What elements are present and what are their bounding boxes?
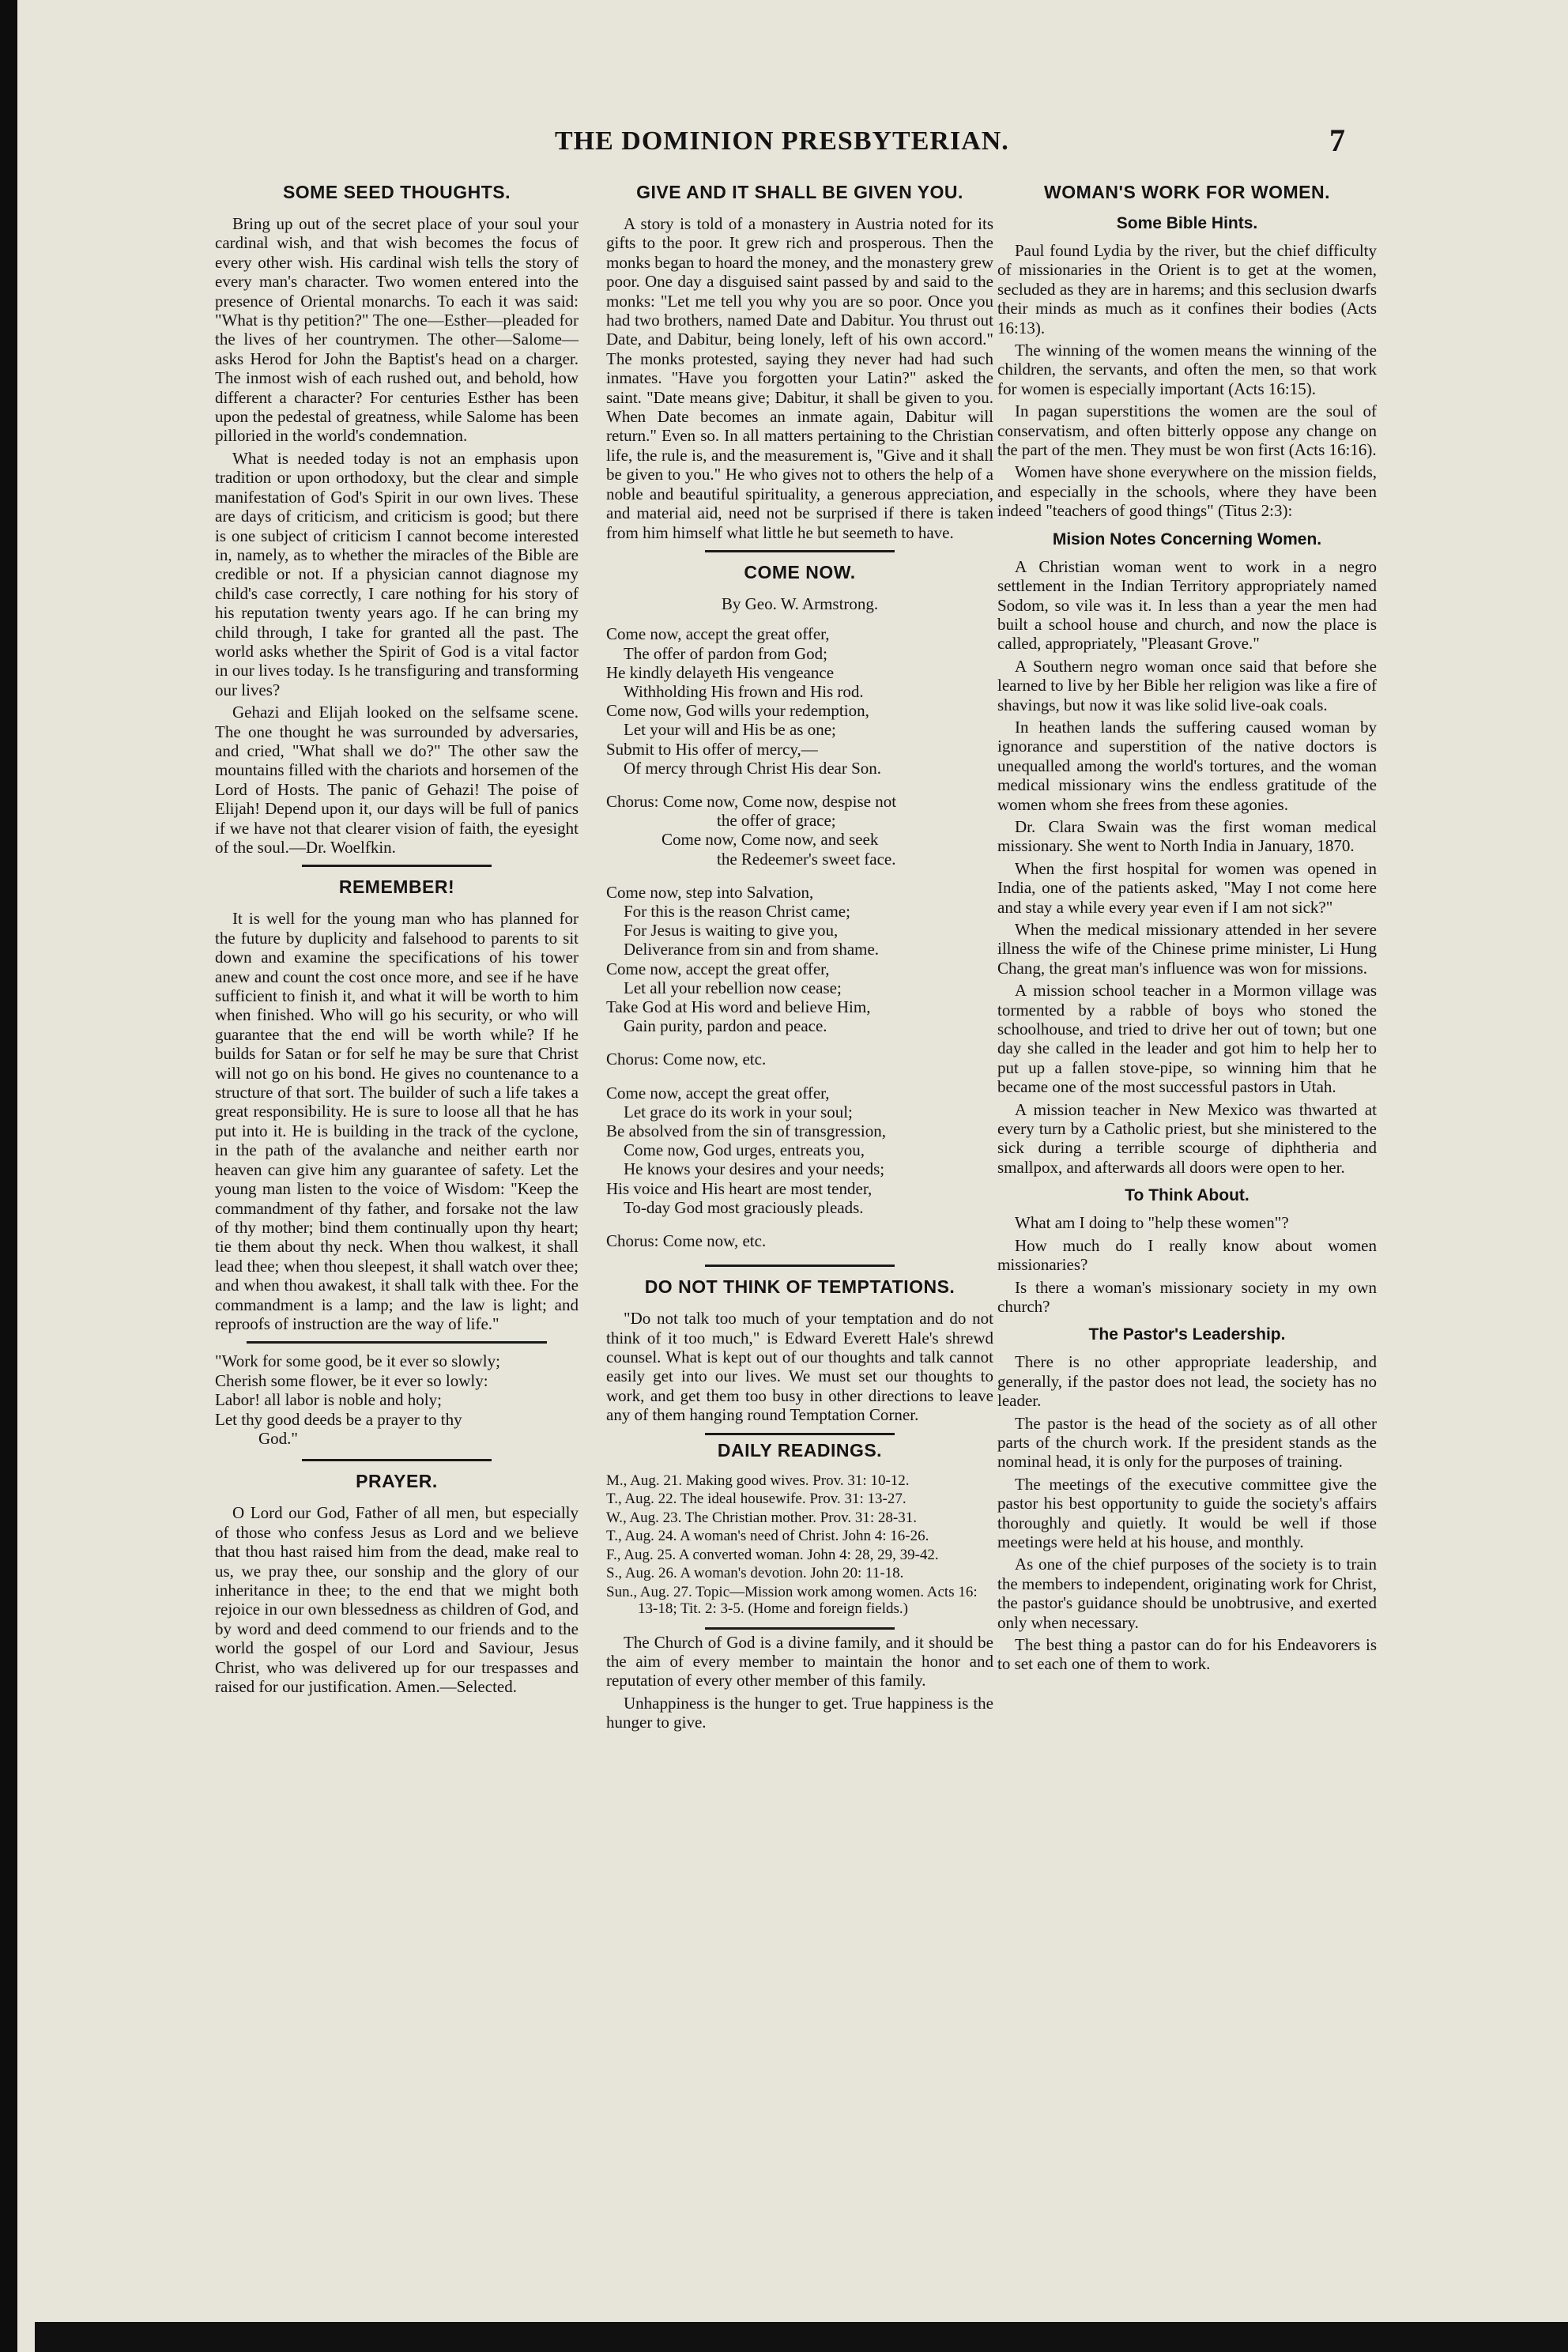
article-heading-temptations: DO NOT THINK OF TEMPTATIONS. bbox=[644, 1276, 956, 1298]
article-paragraph: In heathen lands the suffering caused woman by ignorance and superstition of the native doctors is unequalled among the world's tortures, and the woman medical missionary wins the endless gratitude of the women whom she frees from these agonies. bbox=[997, 717, 1377, 814]
subheading-bible-hints: Some Bible Hints. bbox=[1116, 214, 1258, 232]
verse-line: Let thy good deeds be a prayer to thy bbox=[215, 1409, 462, 1429]
poem-byline: By Geo. W. Armstrong. bbox=[721, 594, 879, 613]
reading-item: T., Aug. 24. A woman's need of Christ. John 4: 16-26. bbox=[606, 1528, 929, 1545]
article-paragraph: A mission school teacher in a Mormon village was tormented by a rabble of boys who stoned the schoolhouse, and tried to drive her out of town; but one day she called in the leader and got him to help her to put up a fallen stove-pipe, so winning him that he became one of the most successful pastors in Utah. bbox=[997, 981, 1377, 1097]
article-heading-come-now: COME NOW. bbox=[744, 561, 856, 582]
poem-line: Come now, accept the great offer, bbox=[606, 1083, 830, 1102]
poem-stanza bbox=[606, 1084, 993, 1217]
article-paragraph: Is there a woman's missionary society in my own church? bbox=[997, 1277, 1377, 1316]
article-paragraph: A Southern negro woman once said that before she learned to live by her Bible her religion was like a fire of shavings, but now it was like solid live-oak coals. bbox=[997, 656, 1377, 714]
article-paragraph: When the first hospital for women was opened in India, one of the patients asked, "May I not come here and stay a while every year even if I am not sick?" bbox=[997, 858, 1377, 917]
poem-line: Submit to His offer of mercy,— bbox=[606, 739, 818, 759]
poem-stanza bbox=[606, 1231, 993, 1250]
verse-line: God." bbox=[258, 1428, 298, 1448]
section-divider bbox=[302, 1459, 492, 1461]
poem-line: To-day God most graciously pleads. bbox=[624, 1197, 864, 1217]
reading-item: Sun., Aug. 27. Topic—Mission work among women. Acts 16: 13-18; Tit. 2: 3-5. (Home and foreign fields.) bbox=[606, 1583, 978, 1618]
article-paragraph: Paul found Lydia by the river, but the chief difficulty of missionaries in the Orient is to get at the women, secluded as they are in harems; and this seclusion dwarfs their minds as much as it confines their bodies (Acts 16:13). bbox=[997, 241, 1377, 337]
article-paragraph: Gehazi and Elijah looked on the selfsame scene. The one thought he was surrounded by adversaries, and cried, "What shall we do?" The other saw the mountains filled with the chariots and horsemen of the Lord of Hosts. The panic of Gehazi! The poise of Elijah! Depend upon it, our days will be full of panics if we have not that clearer vision of faith, the eyesight of the soul.—Dr. Woelfkin. bbox=[215, 703, 579, 857]
article-paragraph: A story is told of a monastery in Austria noted for its gifts to the poor. It grew rich and prosperous. Then the monks began to hoard the money, and the monastery grew poor. One day a disguised saint passed by and said to the monks: "Let me tell you why you are so poor. Once you had two brothers, named Date and Dabitur. You thrust out Date, and Dabitur, being lonely, left of his own accord." The monks protested, saying they never had had such inmates. "Have you forgotten your Latin?" asked the saint. "Date means give; Dabitur, it shall be given to you. When Date becomes an inmate again, Dabitur will return." Even so. In all matters pertaining to the Christian life, the rule is, and the measurement is, "Give and it shall be given to you." He who gives not to others the help of a noble and beautiful spirituality, a generous appreciation, and material aid, need not be surprised if there is taken from him himself what little he but seemeth to have. bbox=[606, 214, 993, 542]
poem-line: Let all your rebellion now cease; bbox=[624, 978, 842, 997]
page-header bbox=[17, 119, 1568, 166]
article-paragraph: What am I doing to "help these women"? bbox=[1015, 1213, 1289, 1233]
poem-line: For Jesus is waiting to give you, bbox=[624, 921, 839, 940]
poem-stanza bbox=[606, 883, 993, 1036]
poem-stanza bbox=[606, 792, 993, 869]
poem-line: the offer of grace; bbox=[717, 811, 836, 831]
poem-line: Come now, accept the great offer, bbox=[606, 624, 830, 644]
article-paragraph: The pastor is the head of the society as of all other parts of the church work. If the president stands as the nominal head, it is only for the purposes of training. bbox=[997, 1413, 1377, 1472]
article-paragraph: It is well for the young man who has planned for the future by duplicity and falsehood to parents to sit down and examine the specifications of his tower anew and count the cost once more, and see if he have sufficient to finish it, and what it will be worth to him when finished. Who will go his security, or who will guarantee that the end will be worth while? If he builds for Satan or for self he may be sure that Christ will not go on his bond. He gives no countenance to a structure of that sort. The builder of such a life takes a great responsibility. He is sure to loose all that he has put into it. He is building in the track of the cyclone, in the path of the avalanche and neither earth nor heaven can give him any guarantee of safety. Let the young man listen to the voice of Wisdom: "Keep the commandment of thy father, and forsake not the law of thy mother; bind them continually upon thy heart; tie them about thy neck. When thou walkest, it shall lead thee; when thou sleepest, it shall watch over thee; and when thou awakest, it shall talk with thee. For the commandment is a lamp; and the law is light; and reproofs of instruction are the way of life." bbox=[215, 909, 579, 1333]
article-heading-daily-readings: DAILY READINGS. bbox=[717, 1439, 883, 1461]
scan-left-edge bbox=[0, 0, 17, 2352]
poem-line: Chorus: Come now, etc. bbox=[606, 1231, 767, 1250]
article-paragraph: A mission teacher in New Mexico was thwarted at every turn by a Catholic priest, but she ministered to the sick during a terrible scourge of diphtheria and smallpox, and afterwards all doors were open to her. bbox=[997, 1099, 1377, 1177]
poem-line: Come now, Come now, and seek bbox=[662, 830, 879, 850]
poem-line: The offer of pardon from God; bbox=[624, 643, 827, 663]
article-paragraph: How much do I really know about women missionaries? bbox=[997, 1235, 1377, 1275]
poem-line: Chorus: Come now, Come now, despise not bbox=[606, 791, 897, 811]
article-paragraph: In pagan superstitions the women are the soul of conservatism, and often bitterly oppose any change on the part of the men. They must be won first (Acts 16:16). bbox=[997, 401, 1377, 460]
reading-item: S., Aug. 26. A woman's devotion. John 20: 11-18. bbox=[606, 1565, 904, 1582]
poem-stanza bbox=[606, 624, 993, 778]
masthead-title: THE DOMINION PRESBYTERIAN. bbox=[555, 126, 1009, 156]
reading-item: M., Aug. 21. Making good wives. Prov. 31: 10-12. bbox=[606, 1472, 910, 1489]
section-divider bbox=[705, 1265, 895, 1267]
poem-line: He kindly delayeth His vengeance bbox=[606, 662, 835, 682]
article-paragraph: "Do not talk too much of your temptation and do not think of it too much," is Edward Everett Hale's shrewd counsel. What is kept out of our thoughts and talk cannot easily get into our lives. We must set our thoughts to work, and get them too busy in other directions to leave any of them hanging round Temptation Corner. bbox=[606, 1309, 993, 1425]
poem-line: Take God at His word and believe Him, bbox=[606, 997, 871, 1016]
section-divider bbox=[705, 550, 895, 552]
verse-line: Cherish some flower, be it ever so lowly: bbox=[215, 1370, 488, 1390]
article-paragraph: The winning of the women means the winning of the children, the servants, and often the men, so that work for women is especially important (Acts 16:15). bbox=[997, 341, 1377, 398]
poem-line: Come now, God urges, entreats you, bbox=[624, 1140, 865, 1160]
poem-line: Gain purity, pardon and peace. bbox=[624, 1016, 827, 1036]
verse-quote bbox=[215, 1351, 579, 1448]
poem-line: Come now, accept the great offer, bbox=[606, 959, 830, 978]
section-heading-womans-work: WOMAN'S WORK FOR WOMEN. bbox=[1044, 182, 1330, 202]
section-divider bbox=[705, 1433, 895, 1435]
article-heading-give: GIVE AND IT SHALL BE GIVEN YOU. bbox=[636, 182, 963, 202]
poem-line: Let your will and His be as one; bbox=[624, 720, 836, 740]
poem-line: For this is the reason Christ came; bbox=[624, 901, 850, 921]
subheading-mission-notes: Mision Notes Concerning Women. bbox=[1052, 530, 1322, 548]
subheading-to-think-about: To Think About. bbox=[1125, 1186, 1250, 1205]
poem-line: Chorus: Come now, etc. bbox=[606, 1050, 767, 1069]
poem-come-now bbox=[606, 624, 993, 1250]
article-heading-prayer: PRAYER. bbox=[356, 1471, 438, 1492]
article-paragraph: The best thing a pastor can do for his Endeavorers is to set each one of them to work. bbox=[997, 1635, 1377, 1674]
closing-paragraph: The Church of God is a divine family, and it should be the aim of every member to maintain the honor and reputation of every other member of this family. bbox=[606, 1632, 993, 1690]
column-3 bbox=[997, 172, 1377, 1677]
poem-line: Withholding His frown and His rod. bbox=[624, 681, 864, 701]
article-paragraph: Women have shone everywhere on the mission fields, and especially in the schools, where they have been indeed "teachers of good things" (Titus 2:3): bbox=[997, 462, 1377, 521]
verse-line: "Work for some good, be it ever so slowly; bbox=[215, 1351, 500, 1371]
poem-line: the Redeemer's sweet face. bbox=[717, 849, 896, 869]
reading-item: T., Aug. 22. The ideal housewife. Prov. 31: 13-27. bbox=[606, 1491, 906, 1508]
page-number: 7 bbox=[1329, 122, 1345, 158]
poem-line: Be absolved from the sin of transgression, bbox=[606, 1121, 887, 1140]
poem-stanza bbox=[606, 1050, 993, 1069]
reading-item: W., Aug. 23. The Christian mother. Prov. 31: 28-31. bbox=[606, 1509, 918, 1526]
article-paragraph: The meetings of the executive committee give the pastor his best opportunity to guide the society's affairs thoroughly and quietly. It would be well if those meetings were held at his house, and monthly. bbox=[997, 1474, 1377, 1551]
column-1 bbox=[215, 172, 579, 1699]
article-paragraph: O Lord our God, Father of all men, but especially of those who confess Jesus as Lord and we believe that thou hast raised him from the dead, make real to us, we pray thee, our sonship and the glory of our inheritance in thee; to the end that we might both rejoice in our own blessedness as children of God, and by word and deed commend to our friends and to the world the gospel of our Lord and Saviour, Jesus Christ, who was delivered up for our trespasses and raised for our justification. Amen.—Selected. bbox=[215, 1503, 579, 1697]
poem-line: Come now, step into Salvation, bbox=[606, 882, 814, 902]
article-heading-remember: REMEMBER! bbox=[338, 876, 455, 898]
daily-readings-list bbox=[606, 1472, 993, 1618]
section-divider bbox=[302, 865, 492, 867]
section-divider bbox=[247, 1341, 547, 1344]
article-paragraph: What is needed today is not an emphasis upon tradition or upon orthodoxy, but the clear and simple manifestation of God's Spirit in our own lives. These are days of criticism, and criticism is good; but there is one subject of criticism I cannot become interested in, namely, as to whether the miracles of the Bible are credible or not. If a physician cannot diagnose my child's case correctly, I care nothing for his story of his reputation twenty years ago. If he can bring my child through, I take for granted all the past. The world asks whether the Spirit of God is a vital factor in our lives today. Is he transfiguring and transforming our lives? bbox=[215, 448, 579, 699]
subheading-pastors-leadership: The Pastor's Leadership. bbox=[1088, 1325, 1286, 1344]
closing-paragraph: Unhappiness is the hunger to get. True happiness is the hunger to give. bbox=[606, 1693, 993, 1732]
article-paragraph: Dr. Clara Swain was the first woman medical missionary. She went to North India in January, 1870. bbox=[997, 816, 1377, 856]
poem-line: Deliverance from sin and from shame. bbox=[624, 940, 880, 959]
column-2 bbox=[606, 172, 993, 1736]
article-heading-seed-thoughts: SOME SEED THOUGHTS. bbox=[282, 182, 511, 202]
poem-line: He knows your desires and your needs; bbox=[624, 1159, 885, 1179]
article-paragraph: There is no other appropriate leadership, and generally, if the pastor does not lead, the society has no leader. bbox=[997, 1352, 1377, 1411]
article-paragraph: Bring up out of the secret place of your soul your cardinal wish, and that wish becomes the focus of every other wish. His cardinal wish tells the story of every man's character. Two women entered into the presence of Oriental monarchs. To each it was said: "What is thy petition?" The one—Esther—pleaded for the lives of her countrymen. The other—Salome—asks Herod for John the Baptist's head on a charger. The inmost wish of each rushed out, and behold, how different a character? For centuries Esther has been upon the pedestal of greatness, while Salome has been pilloried in the world's condemnation. bbox=[215, 214, 579, 446]
verse-line: Labor! all labor is noble and holy; bbox=[215, 1390, 442, 1410]
section-divider bbox=[705, 1627, 895, 1630]
poem-line: Come now, God wills your redemption, bbox=[606, 701, 869, 721]
poem-line: Of mercy through Christ His dear Son. bbox=[624, 758, 882, 778]
poem-line: Let grace do its work in your soul; bbox=[624, 1102, 853, 1121]
scan-bottom-edge bbox=[35, 2322, 1568, 2352]
newspaper-page bbox=[17, 0, 1568, 2352]
poem-line: His voice and His heart are most tender, bbox=[606, 1178, 873, 1198]
article-paragraph: As one of the chief purposes of the society is to train the members to independent, originating work for Christ, the pastor's guidance should be unobtrusive, and exerted only when necessary. bbox=[997, 1555, 1377, 1632]
article-paragraph: When the medical missionary attended in her severe illness the wife of the Chinese prime minister, Li Hung Chang, the great man's influence was won for missions. bbox=[997, 920, 1377, 978]
reading-item: F., Aug. 25. A converted woman. John 4: 28, 29, 39-42. bbox=[606, 1546, 939, 1563]
article-paragraph: A Christian woman went to work in a negro settlement in the Indian Territory appropriately named Sodom, so vile was it. In less than a year the men had built a school house and church, and now the place is called, appropriately, "Pleasant Grove." bbox=[997, 556, 1377, 654]
